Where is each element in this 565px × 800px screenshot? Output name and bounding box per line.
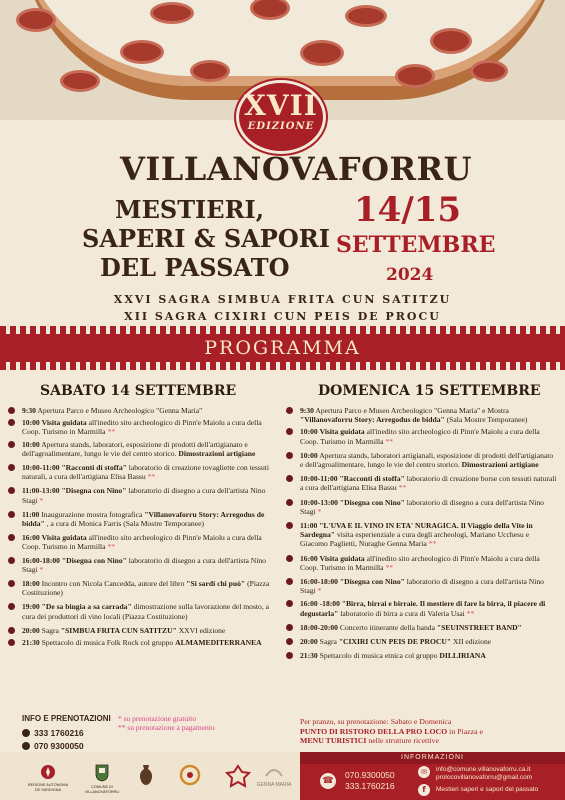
info-title: INFO E PRENOTAZIONI — [22, 714, 111, 723]
sunday-events — [286, 406, 558, 660]
sausage-slice — [16, 8, 56, 32]
edition-label: EDIZIONE — [247, 121, 315, 132]
marmilla-icon — [225, 764, 251, 788]
event-text: Incontro con Nicola Cancedda, autore del libro — [41, 579, 185, 589]
event-time: 16:00 — [300, 553, 318, 563]
event-time: 16:00-18:00 — [300, 577, 338, 587]
footer-phone[interactable]: 070.9300050 — [345, 770, 395, 780]
genna-maria-icon — [264, 764, 284, 778]
reservation-mark: * — [39, 495, 44, 505]
reservation-mark: * — [317, 586, 322, 596]
event-text: all'inedito sito archeologico di Pinn'e Maiolu a cura della Coop. Turismo in Marmilla — [300, 427, 540, 446]
event-text: Apertura Parco e Museo Archeologico "Genna Maria" e Mostra — [315, 406, 509, 415]
event-highlight: "CIXIRI CUN PEIS DE PROCU" — [338, 637, 452, 647]
subtitle-line: DEL PASSATO — [100, 253, 290, 282]
regione-logo — [26, 764, 70, 792]
event-item — [286, 474, 558, 492]
event-time: 10:00-11:00 — [300, 474, 338, 484]
footer-email[interactable]: info@comune.villanovaforru.ca.it — [436, 766, 531, 773]
legend-text: ** su prenotazione a pagamento — [118, 723, 215, 732]
event-text: , a cura di Monica Farris (Sala Mostre Temporanee) — [46, 519, 204, 529]
event-item — [8, 638, 278, 647]
event-text: laboratorio di disegno a cura dell'artista Nino Stagi — [300, 497, 544, 516]
subtitle-line: SAPERI & SAPORI — [82, 224, 330, 253]
reservation-mark: * — [317, 506, 322, 516]
event-highlight: Visita guidata — [41, 418, 87, 428]
event-item — [8, 556, 278, 574]
museo-icon — [178, 764, 202, 786]
event-time: 21:30 — [22, 638, 40, 648]
event-highlight: "Villanovaforru Story: Arregodus de bidda" — [22, 509, 265, 529]
event-time: 18:00 — [22, 579, 40, 589]
sunday-title: DOMENICA 15 SETTEMBRE — [318, 383, 541, 399]
event-highlight: Dimostrazioni artigiane — [178, 448, 256, 458]
event-highlight: "Villanovaforru Story: Arregodus de bidda" — [300, 415, 445, 425]
event-highlight: "SEUINSTREET BAND" — [436, 622, 522, 632]
legend-text: * su prenotazione gratuito — [118, 714, 197, 723]
event-highlight: "Disegna con Nino" — [61, 486, 127, 496]
reservation-mark: ** — [385, 436, 394, 446]
event-text: (Piazza Costituzione) — [22, 579, 270, 598]
event-time: 10:00 — [22, 418, 40, 428]
event-highlight: ALMAMEDITERRANEA — [175, 638, 262, 648]
event-text: Spettacolo di musica Folk Rock col gruppo — [41, 638, 174, 648]
event-item — [8, 602, 278, 620]
town-title: VILLANOVAFORRU — [120, 150, 473, 188]
footer-email[interactable]: prolocovillanovaforru@gmail.com — [436, 774, 533, 781]
reservation-mark: ** — [466, 608, 475, 618]
event-text: all'inedito sito archeologico di Pinn'e Maiolu a cura della Coop. Turismo in Marmilla — [22, 418, 262, 437]
sausage-slice — [430, 28, 472, 54]
event-highlight: "Disegna con Nino" — [339, 577, 405, 587]
decorative-border — [0, 362, 565, 370]
pranzo-line: Per pranzo, su prenotazione: Sabato e Domenica — [300, 717, 452, 726]
info-phone — [22, 741, 84, 751]
event-item — [286, 498, 558, 516]
logo-caption: COMUNE DI VILLANOVAFORRU — [84, 785, 120, 794]
pranzo-strong: PUNTO DI RISTORO DELLA PRO LOCO — [300, 726, 448, 736]
event-item — [8, 486, 278, 504]
sausage-slice — [190, 60, 230, 82]
event-time: 9:30 — [22, 406, 36, 415]
event-highlight: "Racconti di stoffa" — [61, 463, 127, 473]
facebook-icon: f — [418, 784, 430, 796]
event-year: 2024 — [386, 265, 434, 285]
event-text: laboratorio di creazione borse con tessuti naturali a cura dell'artigiana Elisa Bassu — [300, 474, 557, 493]
programma-label: PROGRAMMA — [204, 337, 361, 359]
event-text: Spettacolo di musica etnica col gruppo — [319, 651, 438, 661]
bullet-icon — [22, 729, 30, 737]
edition-number: XVII — [244, 89, 318, 122]
event-highlight: "De sa bingia a sa carrada" — [41, 602, 132, 612]
mail-icon: ✉ — [418, 766, 430, 778]
saturday-title: SABATO 14 SETTEMBRE — [40, 383, 237, 399]
event-text: XXVI edizione — [178, 625, 226, 635]
event-time: 11:00 — [22, 509, 40, 519]
event-text: (Sala Mostre Temporanee) — [446, 415, 528, 425]
event-time: 16:00-18:00 — [22, 555, 60, 565]
event-time: 16:00 — [22, 533, 40, 543]
reservation-mark: ** — [107, 542, 116, 552]
genna-maria-logo — [254, 764, 294, 788]
event-item — [8, 406, 278, 415]
programma-bar — [0, 334, 565, 362]
event-time: 20:00 — [22, 625, 40, 635]
event-highlight: "Disegna con Nino" — [61, 555, 127, 565]
sausage-slice — [470, 60, 508, 82]
event-text: all'inedito sito archeologico di Pinn'e Maiolu a cura della Coop. Turismo in Marmilla — [22, 533, 262, 552]
event-time: 10:00 — [300, 450, 318, 460]
event-item — [286, 651, 558, 660]
sausage-slice — [120, 40, 164, 64]
event-text: laboratorio di disegno a cura dell'artista Nino Stagi — [300, 577, 544, 596]
phone-number[interactable]: 070 9300050 — [34, 741, 84, 751]
sausage-slice — [150, 2, 194, 24]
sausage-slice — [395, 64, 435, 88]
regione-emblem-icon — [40, 764, 56, 780]
event-highlight: Visita guidata — [319, 553, 365, 563]
event-item — [8, 579, 278, 597]
event-item — [8, 510, 278, 528]
event-days: 14/15 — [354, 190, 462, 230]
bullet-icon — [22, 742, 30, 750]
comune-logo — [82, 764, 122, 794]
event-time: 19:00 — [22, 602, 40, 612]
phone-number[interactable]: 333 1760216 — [34, 728, 84, 738]
event-time: 10:00 — [300, 427, 318, 437]
event-item — [8, 533, 278, 551]
event-time: 11:00-13:00 — [22, 486, 60, 496]
event-text: dimostrazione sulla lavorazione del mosto, a cura dei produttori di vino locali (Piazza Costituzione) — [22, 602, 269, 621]
info-phone — [22, 728, 84, 738]
event-item — [286, 599, 558, 617]
reservation-mark: ** — [385, 562, 394, 572]
event-month: SETTEMBRE — [336, 232, 496, 258]
event-highlight: "Birra, birrai e birraie. Il mestiere di fare la birra, il piacere di degustarla" — [300, 599, 546, 618]
event-highlight: DILLIRIANA — [439, 651, 486, 661]
event-highlight: "SIMBUA FRITA CUN SATITZU" — [60, 625, 177, 635]
event-item — [8, 626, 278, 635]
sausage-slice — [300, 40, 344, 66]
reservation-mark: ** — [107, 427, 116, 437]
comune-crest-icon — [95, 764, 109, 782]
event-time: 20:00 — [300, 637, 318, 647]
event-item — [286, 406, 558, 424]
event-text: Apertura stands, laboratori, esposizione di prodotti dell'artigianato e dell'agroalimentare, lungo le vie del centro storico. — [22, 439, 248, 458]
sagra-line: XII SAGRA CIXIRI CUN PEIS DE PROCU — [124, 310, 441, 323]
event-item — [286, 577, 558, 595]
event-text: laboratorio di disegno a cura dell'artista Nino Stagi — [22, 555, 266, 574]
footer-facebook[interactable]: Mestieri saperi e sapori del passato — [436, 786, 539, 793]
pranzo-note — [300, 717, 550, 746]
legend-free — [118, 714, 196, 723]
event-text: visita esperienziale a cura degli archeologi, Mariano Ucchesu e Giacomo Paglietti, Nuraghe Genna Maria — [300, 530, 530, 549]
event-time: 11:00 — [300, 521, 318, 531]
event-time: 9:30 — [300, 406, 314, 415]
reservation-mark: * — [39, 564, 44, 574]
sagra-line: XXVI SAGRA SIMBUA FRITA CUN SATITZU — [113, 293, 452, 306]
legend-paid — [118, 723, 215, 732]
reservation-mark: ** — [398, 483, 407, 493]
event-time: 18:00-20:00 — [300, 622, 338, 632]
event-item — [286, 521, 558, 549]
event-text: laboratorio di birra a cura di Valeria Usai — [340, 608, 465, 618]
event-text: Sagra — [41, 625, 59, 635]
event-highlight: "L'UVA E IL VINO IN ETA' NURAGICA. Il Viaggio della Vite in Sardegna" — [300, 521, 533, 540]
event-item — [286, 623, 558, 632]
amphora-icon — [136, 764, 156, 786]
marmilla-logo — [220, 764, 256, 791]
event-text: all'inedito sito archeologico di Pinn'e Maiolu a cura della Coop. Turismo in Marmilla — [300, 553, 540, 572]
event-time: 21:30 — [300, 651, 318, 661]
event-item — [8, 418, 278, 436]
event-text: Concerto itinerante della banda — [339, 622, 435, 632]
saturday-events — [8, 406, 278, 647]
event-text: XII edizione — [452, 637, 492, 647]
event-text: laboratorio di disegno a cura dell'artista Nino Stagi — [22, 486, 266, 505]
phone-icon: ☎ — [320, 773, 336, 789]
pranzo-text: nelle strutture ricettive — [366, 736, 439, 746]
contacts-label: INFORMAZIONI — [300, 752, 565, 764]
footer-phone[interactable]: 333.1760216 — [345, 781, 395, 791]
museo-logo — [172, 764, 208, 789]
event-text: laboratorio di creazione tovagliette con tessuti naturali, a cura dell'artigiana Elisa Bassu — [22, 463, 269, 482]
event-text: Inaugurazione mostra fotografica — [41, 509, 143, 519]
event-time: 10:00-13:00 — [300, 497, 338, 507]
event-text: Apertura Parco e Museo Archeologico "Genna Maria" — [37, 406, 203, 415]
event-highlight: Dimostrazioni artigiane — [461, 460, 539, 470]
pranzo-strong: MENU TURISTICI — [300, 736, 367, 746]
event-time: 10:00 — [22, 439, 40, 449]
event-highlight: Visita guidata — [41, 533, 87, 543]
event-highlight: "Disegna con Nino" — [339, 497, 405, 507]
reservation-mark: ** — [428, 539, 437, 549]
event-item — [8, 440, 278, 458]
event-text: Apertura stands, laboratori artigianali, esposizione di prodotti dell'artigianato e dell'agroalimentare, lungo le vie del centro storico. — [300, 450, 554, 470]
event-item — [286, 554, 558, 572]
logo-caption: REGIONE AUTONOMA DE SARDIGNA — [27, 783, 69, 792]
event-item — [286, 451, 558, 469]
event-time: 16:00 -18:00 — [300, 599, 340, 609]
event-highlight: Visita guidata — [319, 427, 365, 437]
logo-caption: GENNA MARIA — [256, 782, 292, 788]
subtitle-line: MESTIERI, — [115, 195, 265, 224]
sausage-slice — [345, 5, 387, 27]
event-item — [286, 427, 558, 445]
event-item — [8, 463, 278, 481]
proloco-logo — [132, 764, 160, 789]
event-highlight: "Racconti di stoffa" — [339, 474, 405, 484]
event-item — [286, 637, 558, 646]
event-highlight: "Si sardi chi può" — [186, 579, 246, 589]
sausage-slice — [60, 70, 100, 92]
event-text: Sagra — [319, 637, 337, 647]
reservation-mark: ** — [147, 472, 156, 482]
pranzo-text: in Piazza e — [447, 726, 483, 736]
edition-badge — [236, 80, 326, 154]
event-time: 10:00-11:00 — [22, 463, 60, 473]
decorative-border — [0, 326, 565, 334]
